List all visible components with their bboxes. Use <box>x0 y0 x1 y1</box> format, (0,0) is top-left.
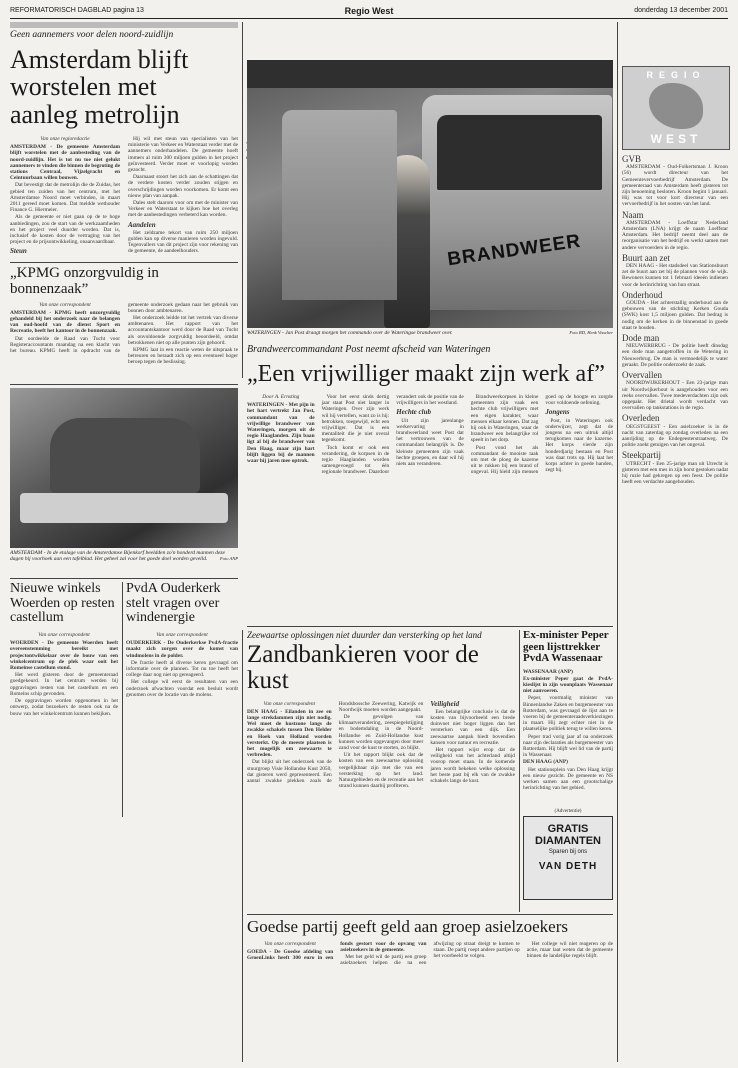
paragraph: Toch komt er ook een verandering, de korpsen in de regio Haaglanden worden samengevoegd tot één regionale brandweer. Daardoor verandert ook de positie van de vrijwilligers in het westland. <box>321 394 464 476</box>
column-divider <box>122 582 123 817</box>
brief-title: Onderhoud <box>622 289 663 300</box>
paragraph: Dales stelt daarom voor om met de minister van Verkeer en Waterstaat te kijken hoe het overleg met de aanbestedingen verbeterd kan worden. <box>128 199 238 219</box>
article-body <box>10 136 238 260</box>
divider <box>247 914 613 915</box>
brief-title: Dode man <box>622 333 660 344</box>
brief-title: Naam <box>622 209 644 220</box>
paragraph: Een belangrijke conclusie is dat de kosten van bijvoorbeeld een brede duinvoet niet hoger liggen dan het versterken van een dijk. Een zeewaartse aanpak biedt bovendien kansen voor natuur en recreatie. <box>430 708 515 746</box>
article-headline: „KPMG onzorgvuldig in bonnenzaak” <box>10 265 159 297</box>
paragraph: Dat bevestigt dat de metrolijn die de Zuidas, het gebied ten zuiden van het centrum, met het Amsterdamse Noord moet verbinden, in maart 2011 gereed moet komen. Dat meldde wethouder Finance G. Hiermeier. <box>10 182 120 214</box>
paragraph: Uit zijn jarenlange werkervaring in brandweerland weet Post dat het vertrouwen van de commandant belangrijk is. De kleinste gemeenten zijn vaak hechte groepen, en daar wil hij niets aan veranderen. <box>396 417 464 468</box>
paragraph: Met het geld wil de partij een groep asielzoekers helpen die na een afwijzing op straat dreigt te komen te staan. De partij roept andere partijen op het voorbeeld te volgen. <box>340 940 520 967</box>
byline: Van onze correspondent <box>39 301 91 308</box>
article-headline: Amsterdam blijft worstelen met aanleg metrolijn <box>10 45 189 129</box>
brief-title: Steekpartij <box>622 450 661 461</box>
paragraph: De opgravingen worden opgenomen in het ontwerp, zodat bezoekers de resten ook na de bouw van het winkelcentrum kunnen bekijken. <box>10 698 118 717</box>
goedse-article <box>247 918 613 1062</box>
byline: Van onze correspondent <box>264 940 316 947</box>
lead-paragraph: OUDERKERK - De Ouderkerkse PvdA-fractie maakt zich zorgen over de komst van windmolens in de polder. <box>126 640 238 659</box>
advertisement <box>523 816 613 900</box>
brief-text: NOORDWIJKERHOUT - Een 23-jarige man uit Noordwijkerhout is aangehouden voor een reeks overvallen. Twee medeverdachten zijn ook opgepakt. Het drietal wordt verdacht van overvallen op tankstations in de regio. <box>622 380 728 412</box>
brief-title: Overvallen <box>622 370 662 381</box>
paragraph: KPMG laat in een reactie weten de uitspraak te betreuren en beraadt zich op een eventueel hoger beroep tegen de beslissing. <box>128 346 238 366</box>
table-shape <box>20 493 228 523</box>
lead-paragraph: GOEDA - De Goedse afdeling van GroenLinks heeft 300 euro in een fonds gestort voor de opvang van asielzoekers in de gemeente. <box>247 940 427 962</box>
column-divider <box>242 630 243 1062</box>
photo-caption <box>10 550 238 563</box>
paragraph: Daarnaast stoort het zich aan de schattingen dat de verdere kosten verder zouden stijgen en overschrijdingen worden voorkomen. Er komt een nieuw plan van aanpak. <box>128 174 238 199</box>
hero-photo <box>247 60 613 328</box>
paragraph: Het college wil niet reageren op de actie, maar laat weten dat de gemeente binnen de landelijke regels blijft. <box>526 940 613 960</box>
caption-text: WATERINGEN - Jan Post draagt morgen het commando over de Wateringse brandweer over. <box>247 330 453 336</box>
article-body <box>247 941 613 1059</box>
ad-headline: GRATIS <box>547 822 589 835</box>
ad-headline: DIAMANTEN <box>535 834 601 847</box>
brief <box>622 335 728 368</box>
article-body <box>126 632 238 812</box>
paragraph: Peper, voormalig minister van Binnenlandse Zaken en burgemeester van Rotterdam, was gevraagd de lijst aan te voeren bij de gemeenteraadsverkiezingen in maart. Hij zegt echter niet in de plaatselijke politiek terug te willen keren. <box>523 695 614 733</box>
paragraph: Brandweerkorpsen in kleine gemeenten zijn vaak een hechte club vrijwilligers met een eigen karakter, waar mensen elkaar kennen. Dat zag hij ook in Wateringen, waar de brandweer een belangrijke rol speelt in het dorp. <box>470 394 539 444</box>
divider <box>10 262 238 263</box>
brief <box>622 209 728 251</box>
lead-paragraph: Ex-minister Peper gaat de PvdA-kieslijst in zijn woonplaats Wassenaar niet aanvoeren. <box>523 675 613 695</box>
paper-name: REFORMATORISCH DAGBLAD pagina 13 <box>10 7 144 14</box>
brief <box>622 372 728 411</box>
article-body <box>247 701 515 927</box>
shop-window-photo <box>10 388 238 548</box>
paragraph: Dat oordeelde de Raad van Tucht voor Registeraccountants maandag na een klacht van het bureau. KPMG heeft in opdracht van de gemeente onderzoek gedaan naar het gebruik van bonnen door ambtenaren. <box>10 301 238 354</box>
brief-text: DEN HAAG - Het stadsdeel van Stationsbuurt zet de buurt aan zet bij de plannen voor de wijk. Bewoners kunnen tot 1 februari ideeën indienen voor de herinrichting van hun straat. <box>622 263 728 288</box>
article-body <box>10 632 118 1044</box>
article-headline: Zandbankieren voor de kust <box>247 641 479 695</box>
brief <box>622 289 728 331</box>
lead-paragraph: WOERDEN - De gemeente Woerden heeft overeenstemming bereikt met projectontwikkelaar over de bouw van een winkelcentrum op de plek waar ooit het Romeinse castellum stond. <box>10 640 118 672</box>
article-headline: PvdA Ouderkerk stelt vragen over windenergie <box>126 581 221 626</box>
hero-article-body <box>247 394 613 622</box>
lead-paragraph: DEN HAAG - Eilanden in zee en lange strekdammen zijn niet nodig. Wel moet de kustzone langs de zwakke schakels tussen Den Helder en Hoek van Holland worden versterkt. Op de meeste plaatsen is het mogelijk om zeewaarts te verbreden. <box>247 708 332 759</box>
ad-subtext: Sparen bij ons <box>548 848 588 855</box>
column-divider <box>519 630 520 912</box>
paragraph: Post, in Wateringen ook onderwijzer, zegt dat de jongens na een uitruk altijd terugkomen naar de kazerne. Het korps vierde zijn honderdjarig bestaan en Post was daar trots op. Hij laat het korps achter in goede handen, zegt hij. <box>545 417 613 474</box>
paragraph: Uit het rapport blijkt ook dat de kosten van een zeewaartse oplossing vergelijkbaar zijn met die van een versterking op het land. Natuurgebieden en de recreatie aan het strand kunnen daarbij profiteren. <box>338 752 424 790</box>
kicker-bar <box>10 22 238 28</box>
divider <box>247 626 613 627</box>
brief <box>622 156 728 208</box>
byline: Van onze regioredactie <box>40 135 90 142</box>
subheading: Jongens <box>545 408 570 417</box>
metro-article <box>10 22 238 258</box>
subheading: DEN HAAG (ANP) <box>523 759 568 766</box>
article-kicker: Geen aannemers voor delen noord-zuidlijn <box>10 30 174 40</box>
paragraph: Post vond het als commandant de mooiste taak om met de ploeg de kazerne uit te rukken bij een brand of ongeval. Hij hield zijn mensen goed op de hoogte en zorgde voor voldoende oefening. <box>470 394 613 476</box>
truck-windshield <box>437 115 602 190</box>
hall-ceiling <box>247 60 613 88</box>
paragraph: Als de gemeente er niet gaan op de te hoge aanbiedingen, zou de start van de werkzaamheden en het project veel duurder worden. Dat is, inclusief de kosten door de vertraging van het project en de prijsontwikkeling, onaanvaardbaar. <box>10 214 120 246</box>
paragraph: Peper trad vorig jaar af na onderzoek naar zijn declaraties als burgemeester van Rotterdam. Hij blijft wel lid van de partij in Wassenaar. <box>523 733 613 759</box>
paragraph: De gevolgen van klimaatverandering, zeespiegelstijging en bodemdaling in de Noord-Hollandse en Zuid-Hollandse kust kunnen worden opgevangen door meer zand voor de kust te storten, zo blijkt. <box>338 713 424 751</box>
ad-label: (Advertentie) <box>554 808 582 814</box>
issue-date: donderdag 13 december 2001 <box>634 7 728 14</box>
truck-text: BRANDWEER <box>446 230 583 271</box>
divider <box>10 578 238 579</box>
divider <box>10 384 238 385</box>
article-kicker: Brandweercommandant Post neemt afscheid van Wateringen <box>247 344 491 355</box>
subheading: Veiligheid <box>430 699 460 708</box>
byline: Door A. Ernsting <box>262 394 300 400</box>
paragraph: Het werd gisteren door de gemeenteraad goedgekeurd. In het centrum werden bij opgravingen resten van het castellum en een Romeins schip gevonden. <box>10 672 118 697</box>
byline: Van onze correspondent <box>38 632 90 639</box>
paragraph: Dat blijkt uit het onderzoek van de stuurgroep Visie Hollandse Kust 2050, dat gisteren werd gepresenteerd. Een aantal zwakke plekken zoals de Hondsbossche Zeewering, Katwijk en Noordwijk moeten worden aangepakt. <box>247 700 424 784</box>
subheading: Steun <box>10 247 27 256</box>
column-divider <box>617 22 618 1062</box>
article-headline: Ex-minister Peper geen lijsttrekker PvdA Wassenaar <box>523 629 609 665</box>
brief-text: AMSTERDAM - Oud-Folkertsman J. Kroon (56) wordt directeur van het Gemeentevervoerbedrijf Amsterdam. De gemeenteraad van Amsterdam heeft gisteren tot zijn benoeming besloten. Kroon begint 1 januari. Hij was tot voor kort directeur van een vervoerbedrijf in het oosten van het land. <box>622 164 728 208</box>
second-truck <box>282 110 397 300</box>
lead-paragraph: AMSTERDAM - De gemeente Amsterdam blijft worstelen met de aanbesteding van de noord-zuidlijn. Het is tot nu toe niet gelukt aannemers te vinden die binnen de begroting de stations Centraal, Vijzelgracht en Ceintuurbaan willen bouwen. <box>10 144 120 182</box>
paragraph: Het zeldzame tekort van ruim 250 miljoen gulden kan op diverse manieren worden ingevuld. Tegenvallers van dit project zijn voor rekening van de gemeente, de aandeelhouders. <box>128 229 238 255</box>
caption-text: AMSTERDAM - In de etalage van de Amsterdamse Bijenkorf beeldden zo'n honderd mannen deze dagen hij voorhoek aan een tafelblad. Het geheel zal voor het goede doel worden geveild. <box>10 550 225 563</box>
peper-article <box>523 630 613 912</box>
section-name: Regio West <box>344 6 394 16</box>
photo-credit: Foto RD, Henk Visscher <box>569 330 613 335</box>
brief-text: AMSTERDAM - Loeffstar Nederland Amsterdam (LNA) krijgt de naam Loeffstar Amsterdam. Het bedrijf neemt deel aan de reorganisatie van het bedrijf en werkt samen met andere vervoerders in de regio. <box>622 219 728 251</box>
article-kicker: Zeewaartse oplossingen niet duurder dan versterking op het land <box>247 630 482 640</box>
paragraph: Het onderzoek leidde tot het vertrek van diverse ambtenaren. Het rapport van het accountantskantoor werd door de Raad van Tucht als onvoldoende zorgvuldig beoordeeld, omdat betrokkenen niet op alle punten zijn gehoord. <box>128 314 238 346</box>
brief-title: Buurt aan zet <box>622 252 670 263</box>
brief-title: Overleden <box>622 413 660 424</box>
ad-logo: VAN DETH <box>538 860 598 872</box>
brief <box>622 415 728 448</box>
news-briefs <box>622 152 728 1062</box>
article-body <box>523 669 613 805</box>
brief <box>622 252 728 288</box>
kpmg-article <box>10 266 238 378</box>
article-headline: Nieuwe winkels Woerden op resten castellum <box>10 581 115 626</box>
brief-text: NIEUWERBRUG - De politie heeft dinsdag een dode man aangetroffen in de Wetering in Nieuwerbrug. De man is vermoedelijk te water geraakt. De politie onderzoekt de zaak. <box>622 343 728 368</box>
brief <box>622 452 728 485</box>
article-headline: Goedse partij geeft geld aan groep asielzoekers <box>247 917 568 936</box>
column-divider <box>242 22 243 378</box>
paragraph: Het college wil eerst de resultaten van een onderzoek afwachten voordat een besluit wordt genomen over de locatie van de molens. <box>126 679 238 698</box>
map-shape <box>649 83 703 129</box>
paragraph: Hij wil met steun van specialisten van het ministerie van Verkeer en Waterstaat verder met de aannemers onderhandelen. De gemeente hoeft immers al ruim 300 miljoen gulden in het project geïnvesteerd. Verder moet er voorlopig worden gezocht. <box>128 135 238 173</box>
byline: WASSENAAR (ANP) <box>523 668 573 675</box>
paragraph: De fractie heeft al diverse keren gevraagd om informatie over de plannen. Tot nu toe heeft het college daar nog niet op gereageerd. <box>126 659 238 679</box>
article-headline: „Een vrijwilliger maakt zijn werk af” <box>247 361 605 387</box>
brief-text: GOUDA - Het achterstallig onderhoud aan de gebouwen van de stichting Kerken Gouda (SWK) kost 1,5 miljoen gulden. Dat bedrag is nodig om de kerken in de binnenstad in goede staat te houden. <box>622 300 728 331</box>
subheading: Aandelen <box>128 220 156 229</box>
winkels-article <box>10 582 118 1052</box>
subheading: Hechte club <box>396 408 431 417</box>
regio-logo <box>622 66 730 150</box>
page-header <box>10 6 728 19</box>
lead-paragraph: AMSTERDAM - KPMG heeft onzorgvuldig gehandeld bij het onderzoek naar de belangen van oud-hoofd van de dienst Sport en Recreatie, heeft het kantoor in de bonnenzaak. <box>10 309 120 335</box>
lead-paragraph: WATERINGEN - Met pijn in het hart vertrekt Jan Post, commandant van de vrijwillige brandweer van Wateringen, morgen uit de regio Haaglanden. Zijn baan ligt al bij de brandweer van Den Haag, maar zijn hart blijft liggen bij de mannen waar hij jaren mee optrok. <box>247 402 315 465</box>
brief-text: OEGSTGEEST - Een asielzoeker is in de nacht van zaterdag op zondag overleden na een aanrijding op de Endegeesterstraatweg. De politie zoekt getuigen van het ongeval. <box>622 423 728 449</box>
brief-title: GVB <box>622 154 642 164</box>
logo-bottom: WEST <box>650 132 702 146</box>
brief-text: UTRECHT - Een 25-jarige man uit Utrecht is gisteren met een mes in zijn borst gestoken nadat hij ruzie had gekregen op een feest. De politie heeft een verdachte aangehouden. <box>622 460 728 486</box>
zand-article <box>247 630 515 910</box>
paragraph: Voor het eerst sinds dertig jaar staat Post niet langer in Wateringen. Over zijn werk wil hij vertellen, want zo is hij: betrokken, toegewijd, echt een vrijwilliger. Dat is een mentaliteit die je niet overal tegenkomt. <box>321 394 390 444</box>
logo-top: REGIO <box>646 70 706 80</box>
paragraph: Het rapport wijst erop dat de veiligheid van het achterland altijd voorop moet staan. In de komende jaren wordt bekeken welke oplossing het beste past bij elk van de zwakke schakels langs de kust. <box>430 746 515 784</box>
byline: Van onze correspondent <box>263 700 316 707</box>
paragraph: Het stationsplein van Den Haag krijgt een nieuw gezicht. De gemeente en NS werken samen aan een grootschalige herinrichting van het gebied. <box>523 766 613 792</box>
pvda-article <box>126 582 238 817</box>
byline: Van onze correspondent <box>156 632 208 639</box>
photo-credit: Foto ANP <box>219 556 238 562</box>
article-body <box>10 302 238 392</box>
photo-caption <box>247 330 613 336</box>
figures <box>50 418 200 493</box>
